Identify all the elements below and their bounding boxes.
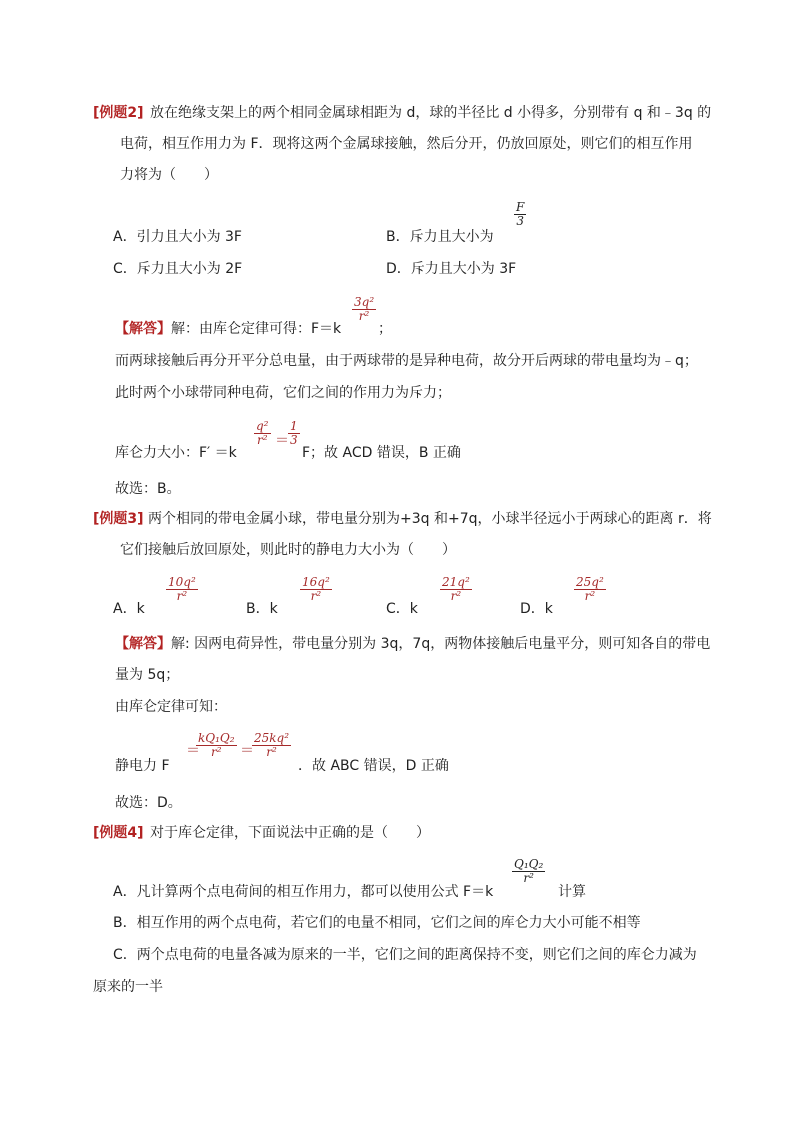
example-3-answer-fraction-2 (252, 732, 291, 759)
example-3-option-a-fraction (166, 576, 198, 603)
answer-tag: 【解答】 (115, 321, 171, 337)
fraction-denominator: r² (256, 433, 268, 448)
example-4-stem: 对于库仑定律，下面说法中正确的是（ ） (150, 825, 430, 841)
fraction-numerator: Q₁Q₂ (514, 857, 544, 871)
fraction-numerator: 1 (290, 419, 298, 433)
fraction-denominator: r² (584, 589, 596, 604)
example-3-answer-fraction-1 (196, 732, 237, 759)
answer-text: 解: 因两电荷异性，带电量分别为 3q，7q，两物体接触后电量平分，则可知各自的带电 (171, 636, 711, 652)
fraction-denominator: r² (176, 589, 188, 604)
example-2-option-b: B．斥力且大小为 (386, 229, 494, 245)
fraction-denominator: 3 (516, 214, 524, 229)
fraction-numerator: 16q² (302, 575, 330, 589)
example-2-answer-fraction-3 (288, 420, 300, 447)
example-3-choice: 故选：D。 (115, 795, 182, 811)
example-3-stem-line-2: 它们接触后放回原处，则此时的静电力大小为（ ） (120, 542, 456, 558)
fraction-numerator: q² (256, 419, 269, 433)
fraction-denominator: r² (266, 745, 277, 760)
fraction-denominator: 3 (290, 433, 298, 448)
example-2-stem-line-2: 电荷，相互作用力为 F．现将这两个金属球接触，然后分开，仍放回原处，则它们的相互作用 (120, 136, 693, 152)
example-3-stem-line-1: 两个相同的带电金属小球，带电量分别为+3q 和+7q，小球半径远小于两球心的距离 r．将 (148, 511, 712, 527)
example-2-option-a: A．引力且大小为 3F (113, 229, 242, 245)
fraction-denominator: r² (450, 589, 462, 604)
example-3-answer-conclusion: ．故 ABC 错误，D 正确 (298, 758, 449, 774)
example-2-option-b-fraction (514, 201, 526, 228)
fraction-numerator: 25q² (576, 575, 604, 589)
example-2-answer-semicolon: ； (378, 321, 392, 337)
example-3-answer-line-4: 静电力 F (115, 758, 170, 774)
fraction-denominator: r² (358, 309, 370, 324)
fraction-numerator: kQ₁Q₂ (198, 731, 235, 745)
fraction-numerator: 21q² (442, 575, 470, 589)
example-3-answer-line-2: 量为 5q； (115, 667, 180, 683)
example-3-option-d-fraction (574, 576, 606, 603)
example-2-answer-line-4: 库仑力大小：F′ ＝k (115, 445, 237, 461)
example-2-answer-equals: ＝ (275, 433, 289, 449)
fraction-denominator: r² (523, 871, 534, 886)
example-3-answer-equals-2: ＝ (240, 743, 254, 759)
example-3-option-a: A．k (113, 601, 145, 617)
example-4-option-c-line-1: C．两个点电荷的电量各减为原来的一半，它们之间的距离保持不变，则它们之间的库仑力减为 (113, 947, 697, 963)
example-2-answer-line-2: 而两球接触后再分开平分总电量，由于两球带的是异种电荷，故分开后两球的带电量均为﹣q； (115, 353, 698, 369)
example-3-option-c-fraction (440, 576, 472, 603)
example-3-answer-line-1 (115, 633, 710, 653)
example-3-option-c: C．k (386, 601, 418, 617)
example-4-tag: [例题4] (93, 825, 144, 841)
example-3-answer-line-3: 由库仑定律可知： (115, 699, 227, 715)
example-4-option-c-line-2: 原来的一半 (93, 979, 163, 995)
fraction-numerator: 3q² (354, 295, 375, 309)
example-3-tag: [例题3] (93, 511, 144, 527)
fraction-denominator: r² (310, 589, 322, 604)
answer-text: 解：由库仑定律可得：F＝k (171, 321, 342, 337)
example-4-option-a: A．凡计算两个点电荷间的相互作用力，都可以使用公式 F＝k (113, 884, 494, 900)
example-2-answer-conclusion: F；故 ACD 错误，B 正确 (302, 445, 461, 461)
example-4-option-a-suffix: 计算 (558, 884, 586, 900)
fraction-numerator: 10q² (168, 575, 196, 589)
example-2-answer-fraction-1 (352, 296, 376, 323)
example-2-stem-line-3: 力将为（ ） (120, 167, 218, 183)
example-3-option-d: D．k (520, 601, 553, 617)
example-2-answer-line-1 (115, 318, 341, 338)
fraction-denominator: r² (211, 745, 222, 760)
example-2-answer-fraction-2 (254, 420, 271, 447)
example-3-option-b: B．k (246, 601, 278, 617)
fraction-numerator: F (516, 200, 525, 214)
example-2-tag: [例题2] (93, 105, 144, 121)
example-2-option-c: C．斥力且大小为 2F (113, 261, 243, 277)
example-3-answer-equals-1: ＝ (186, 743, 200, 759)
example-2-choice: 故选：B。 (115, 481, 181, 497)
example-2-answer-line-3: 此时两个小球带同种电荷，它们之间的作用力为斥力； (115, 385, 451, 401)
example-2-option-d: D．斥力且大小为 3F (386, 261, 517, 277)
example-3-option-b-fraction (300, 576, 332, 603)
example-2-stem-line-1: 放在绝缘支架上的两个相同金属球相距为 d，球的半径比 d 小得多，分别带有 q 和﹣3q 的 (150, 105, 712, 121)
example-4-option-b: B．相互作用的两个点电荷，若它们的电量不相同，它们之间的库仑力大小可能不相等 (113, 915, 641, 931)
fraction-numerator: 25kq² (254, 731, 290, 745)
answer-tag: 【解答】 (115, 636, 171, 652)
example-4-option-a-fraction (512, 858, 545, 885)
